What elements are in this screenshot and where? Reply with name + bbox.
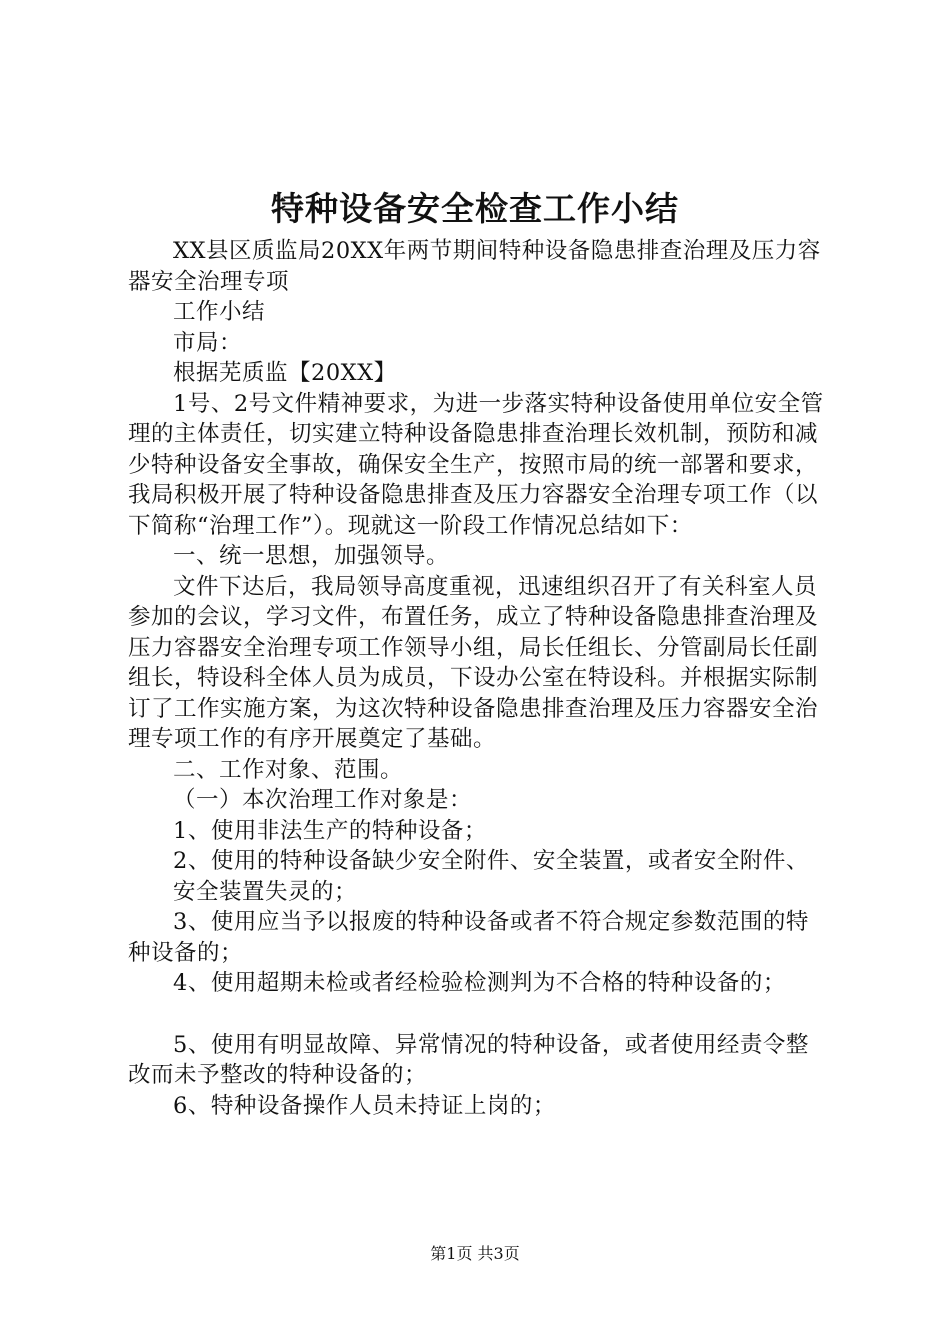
list-item: 4、使用超期未检或者经检验检测判为不合格的特种设备的； — [173, 970, 786, 996]
subsection-heading: （一）本次治理工作对象是： — [173, 787, 473, 813]
paragraph-subtitle: 工作小结 — [173, 299, 266, 325]
list-item: 2、使用的特种设备缺少安全附件、安全装置，或者安全附件、安全装置失灵的； — [173, 848, 809, 905]
paragraph-salutation: 市局： — [173, 329, 243, 356]
section-heading-2: 二、工作对象、范围。 — [173, 756, 404, 783]
paragraph-background: 1号、2号文件精神要求，为进一步落实特种设备使用单位安全管理的主体责任，切实建立特种设备隐患排查治理长效机制，预防和减少特种设备安全事故，确保安全生产，按照市局的统一部署和要求，我局积极开展了特种设备隐患排查及压力容器安全治理专项工作（以下简称“治理工作”）。现就这一阶段工作情况总结如下： — [128, 390, 824, 539]
paragraph-intro: XX县区质监局20XX年两节期间特种设备隐患排查治理及压力容器安全治理专项 — [128, 238, 821, 295]
list-item: 5、使用有明显故障、异常情况的特种设备，或者使用经责令整改而未予整改的特种设备的； — [128, 1031, 809, 1088]
page-number: 第1页 共3页 — [430, 1244, 520, 1263]
document-title: 特种设备安全检查工作小结 — [271, 189, 679, 228]
paragraph-leadership: 文件下达后，我局领导高度重视，迅速组织召开了有关科室人员参加的会议，学习文件，布置任务，成立了特种设备隐患排查治理及压力容器安全治理专项工作领导小组，局长任组长、分管副局长任副组长，特设科全体人员为成员，下设办公室在特设科。并根据实际制订了工作实施方案，为这次特种设备隐患排查治理及压力容器安全治理专项工作的有序开展奠定了基础。 — [128, 573, 819, 752]
paragraph-reference: 根据芜质监【20XX】 — [173, 360, 397, 386]
section-heading-1: 一、统一思想，加强领导。 — [173, 543, 450, 569]
list-item: 1、使用非法生产的特种设备； — [173, 817, 487, 844]
document-body — [128, 236, 828, 1121]
list-item: 6、特种设备操作人员未持证上岗的； — [173, 1092, 556, 1119]
list-item: 3、使用应当予以报废的特种设备或者不符合规定参数范围的特种设备的； — [128, 909, 809, 966]
